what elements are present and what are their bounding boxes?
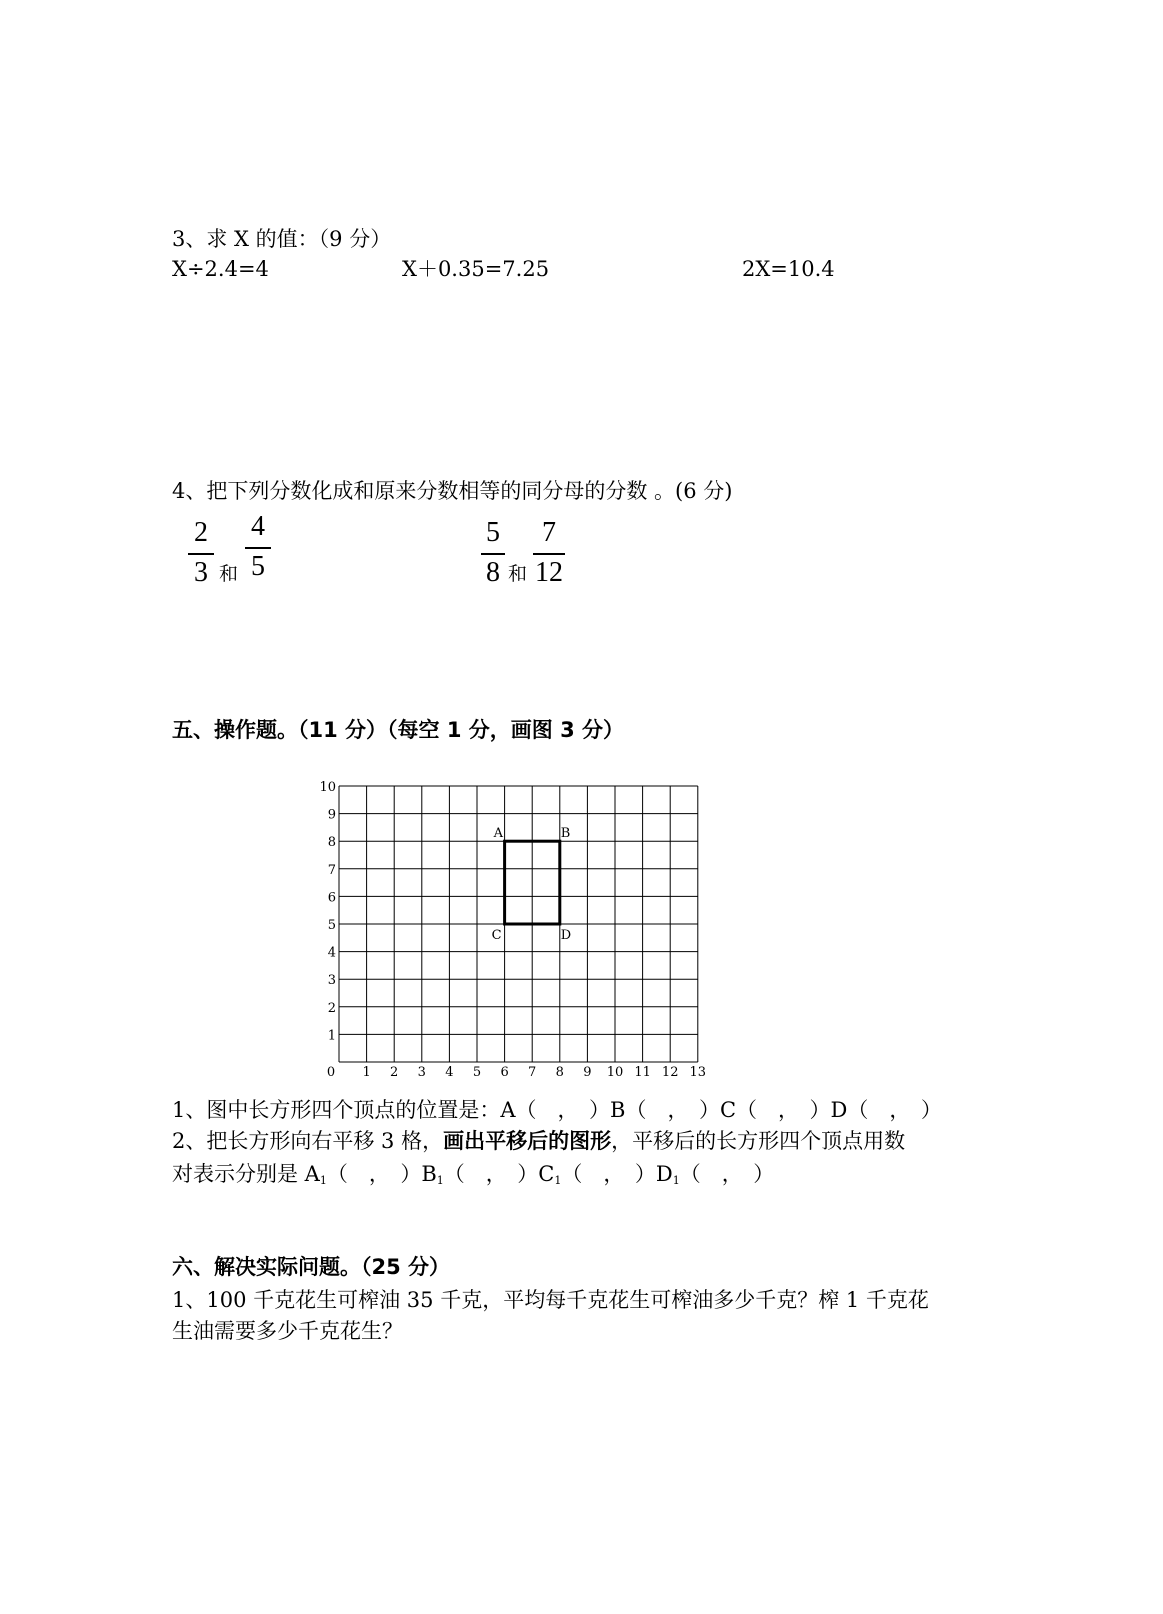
q2-part2: （ ， ）C: [443, 1162, 555, 1186]
vertex-label-b: B: [560, 826, 571, 842]
x-tick-label: 13: [689, 1065, 707, 1080]
subscript: 1: [554, 1174, 562, 1187]
vertex-label-c: C: [491, 928, 502, 943]
section-5-q2-line1: [172, 1131, 905, 1152]
section-6-q1-line2: 生油需要多少千克花生？: [172, 1319, 403, 1343]
x-tick-label: 12: [661, 1065, 679, 1080]
y-tick-label: 5: [327, 918, 336, 933]
denominator: 12: [535, 557, 563, 588]
q2-text-bold: 画出平移后的图形: [443, 1129, 612, 1153]
q2-part3: （ ， ）D: [561, 1162, 673, 1186]
x-tick-label: 3: [417, 1065, 426, 1080]
x-tick-label: 1: [362, 1065, 371, 1080]
section-5-q2-line2: [172, 1164, 774, 1186]
x-tick-label: 7: [528, 1065, 537, 1080]
x-tick-label: 2: [390, 1065, 399, 1080]
q3-equation-1: X÷2.4=4: [172, 257, 269, 281]
section-6-title: 六、解决实际问题。（25 分）: [172, 1255, 451, 1279]
x-tick-label: 0: [326, 1065, 336, 1080]
and-word: 和: [508, 563, 528, 585]
q2-part4: （ ， ）: [679, 1162, 775, 1186]
vertex-label-a: A: [493, 826, 503, 842]
q2-prefix: 对表示分别是 A: [172, 1162, 320, 1186]
vertex-label-d: D: [560, 928, 572, 943]
q3-equation-2: X＋0.35=7.25: [402, 257, 550, 281]
x-tick-label: 8: [555, 1065, 564, 1080]
x-tick-label: 9: [583, 1065, 592, 1080]
q3-title: 3、求 X 的值：（9 分）: [172, 227, 392, 251]
numerator: 7: [542, 517, 556, 548]
numerator: 2: [194, 517, 208, 548]
x-tick-label: 6: [500, 1065, 509, 1080]
denominator: 8: [486, 557, 500, 588]
denominator: 3: [194, 557, 208, 588]
q3-equation-3: 2X=10.4: [742, 257, 835, 281]
section-5-q1: 1、图中长方形四个顶点的位置是：A（ ， ）B（ ， ）C（ ， ）D（ ， ）: [172, 1098, 942, 1122]
subscript: 1: [319, 1174, 327, 1187]
subscript: 1: [436, 1174, 444, 1187]
y-tick-label: 8: [327, 835, 336, 851]
y-tick-label: 10: [319, 780, 336, 795]
q2-text-b: ，平移后的长方形四个顶点用数: [611, 1129, 906, 1153]
q2-text-a: 2、把长方形向右平移 3 格，: [172, 1129, 444, 1153]
y-tick-label: 2: [327, 1000, 336, 1016]
section-6-q1-line1: 1、100 千克花生可榨油 35 千克，平均每千克花生可榨油多少千克？榨 1 千克花: [172, 1288, 929, 1312]
y-tick-label: 7: [327, 862, 336, 878]
y-tick-label: 1: [327, 1028, 336, 1044]
subscript: 1: [672, 1174, 680, 1187]
section-5-title: 五、操作题。（11 分）（每空 1 分，画图 3 分）: [172, 718, 625, 742]
x-tick-label: 11: [634, 1065, 651, 1080]
y-tick-label: 9: [327, 807, 336, 823]
x-tick-label: 5: [472, 1065, 482, 1080]
y-tick-label: 4: [327, 945, 336, 961]
y-tick-label: 6: [327, 890, 336, 906]
q4-title: 4、把下列分数化成和原来分数相等的同分母的分数 。(6 分): [172, 479, 733, 503]
denominator: 5: [251, 551, 265, 582]
y-tick-label: 3: [327, 973, 336, 989]
x-tick-label: 10: [606, 1065, 624, 1080]
x-tick-label: 4: [445, 1065, 454, 1080]
numerator: 4: [251, 511, 265, 542]
numerator: 5: [486, 517, 500, 548]
q2-part1: （ ， ）B: [326, 1162, 437, 1186]
and-word: 和: [219, 563, 239, 585]
